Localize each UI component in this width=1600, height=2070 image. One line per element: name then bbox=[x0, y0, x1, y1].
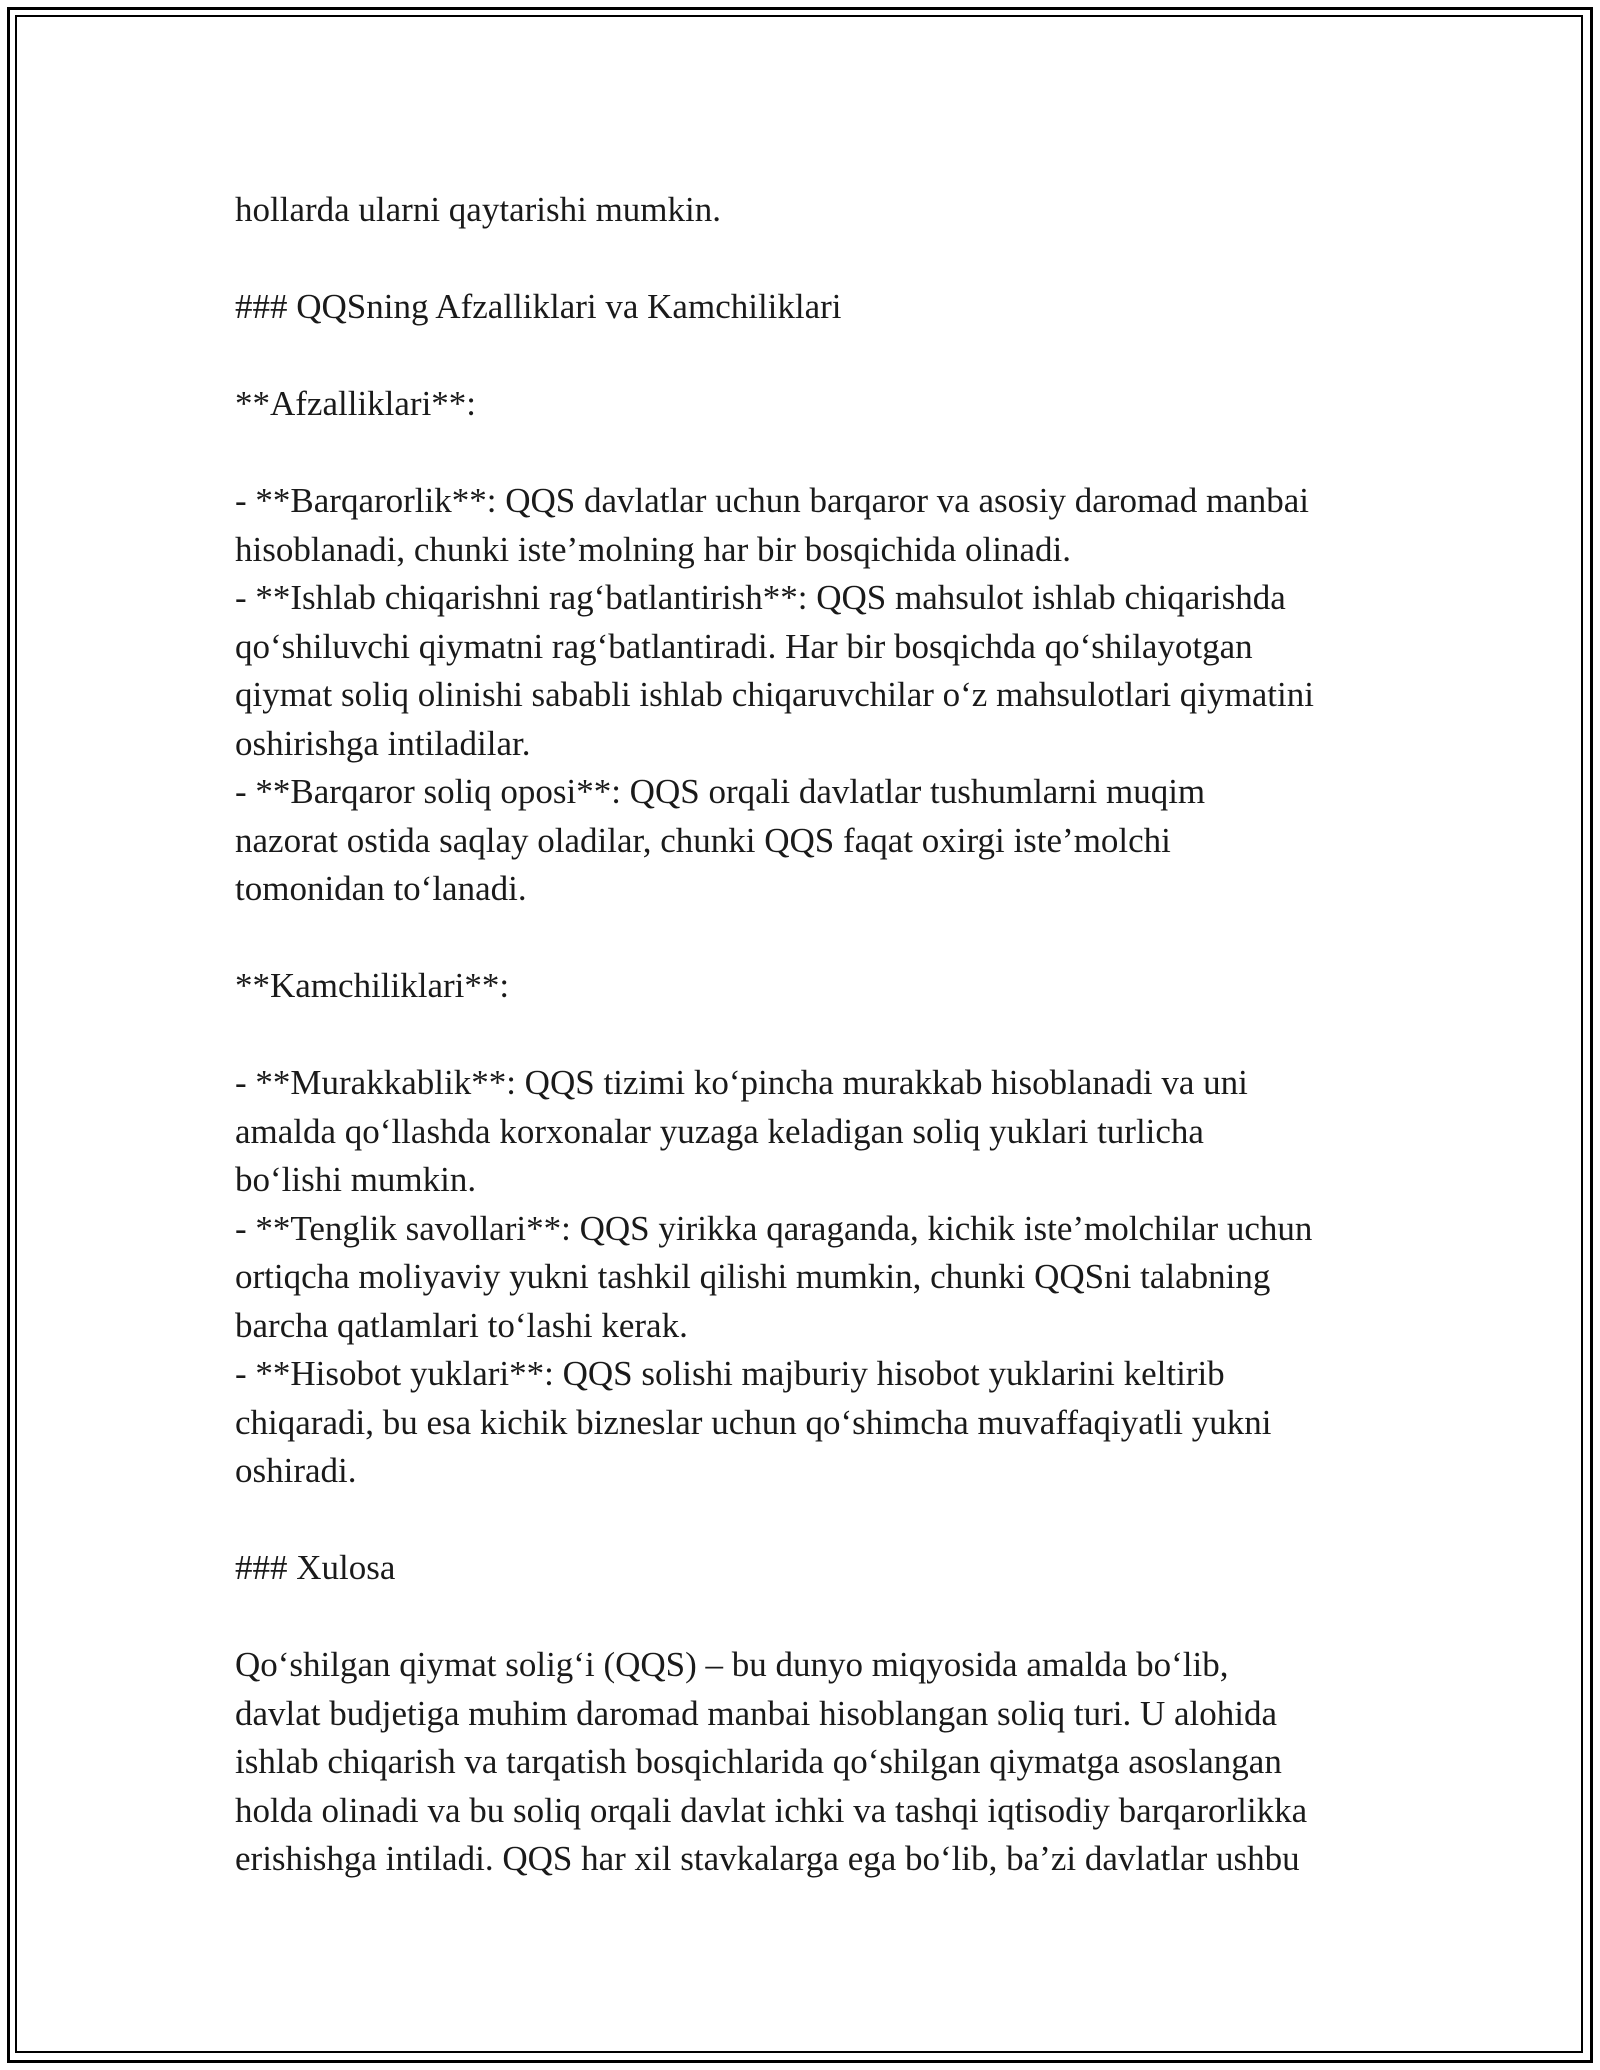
list-item-line: qo‘shiluvchi qiymatni rag‘batlantiradi. Har bir bosqichda qo‘shilayotgan bbox=[235, 626, 1253, 666]
advantages-list bbox=[235, 477, 1395, 914]
section-heading-conclusion bbox=[235, 1544, 1395, 1593]
list-item-line: - **Murakkablik**: QQS tizimi ko‘pincha murakkab hisoblanadi va uni bbox=[235, 1063, 1248, 1102]
subheading-advantages bbox=[235, 380, 1395, 429]
list-item-line: - **Barqarorlik**: QQS davlatlar uchun barqaror va asosiy daromad manbai bbox=[235, 481, 1309, 520]
text-line: erishishga intiladi. QQS har xil stavkalarga ega bo‘lib, ba’zi davlatlar ushbu bbox=[235, 1839, 1300, 1878]
text-line: ### QQSning Afzalliklari va Kamchiliklari bbox=[235, 287, 842, 326]
list-item-line: - **Tenglik savollari**: QQS yirikka qaraganda, kichik iste’molchilar uchun bbox=[235, 1208, 1313, 1248]
list-item-line: ortiqcha moliyaviy yukni tashkil qilishi mumkin, chunki QQSni talabning bbox=[235, 1257, 1271, 1296]
blank-line bbox=[235, 1011, 1395, 1060]
text-line: **Afzalliklari**: bbox=[235, 384, 477, 423]
text-line: ### Xulosa bbox=[235, 1548, 396, 1587]
conclusion-paragraph bbox=[235, 1641, 1395, 1884]
list-item-line: barcha qatlamlari to‘lashi kerak. bbox=[235, 1305, 688, 1345]
blank-line bbox=[235, 235, 1395, 284]
list-item-line: - **Hisobot yuklari**: QQS solishi majburiy hisobot yuklarini keltirib bbox=[235, 1354, 1225, 1393]
list-item-line: - **Barqaror soliq oposi**: QQS orqali davlatlar tushumlarni muqim bbox=[235, 772, 1206, 811]
blank-line bbox=[235, 1496, 1395, 1545]
text-line: Qo‘shilgan qiymat solig‘i (QQS) – bu dunyo miqyosida amalda bo‘lib, bbox=[235, 1645, 1229, 1684]
list-item-line: chiqaradi, bu esa kichik bizneslar uchun qo‘shimcha muvaffaqiyatli yukni bbox=[235, 1402, 1272, 1442]
list-item-line: qiymat soliq olinishi sababli ishlab chiqaruvchilar o‘z mahsulotlari qiymatini bbox=[235, 675, 1314, 714]
text-line: ishlab chiqarish va tarqatish bosqichlarida qo‘shilgan qiymatga asoslangan bbox=[235, 1742, 1282, 1781]
blank-line bbox=[235, 914, 1395, 963]
text-line: **Kamchiliklari**: bbox=[235, 966, 510, 1005]
list-item-line: bo‘lishi mumkin. bbox=[235, 1160, 477, 1199]
continuation-paragraph bbox=[235, 186, 1395, 235]
blank-line bbox=[235, 429, 1395, 478]
list-item-line: amalda qo‘llashda korxonalar yuzaga keladigan soliq yuklari turlicha bbox=[235, 1111, 1204, 1151]
blank-line bbox=[235, 332, 1395, 381]
text-line: davlat budjetiga muhim daromad manbai hisoblangan soliq turi. U alohida bbox=[235, 1693, 1278, 1733]
text-line: holda olinadi va bu soliq orqali davlat ichki va tashqi iqtisodiy barqarorlikka bbox=[235, 1790, 1308, 1830]
list-item-line: oshirishga intiladilar. bbox=[235, 723, 531, 763]
text-line: hollarda ularni qaytarishi mumkin. bbox=[235, 190, 722, 229]
list-item-line: tomonidan to‘lanadi. bbox=[235, 869, 527, 908]
list-item-line: hisoblanadi, chunki iste’molning har bir bosqichida olinadi. bbox=[235, 529, 1071, 569]
section-heading-advantages-disadvantages bbox=[235, 283, 1395, 332]
disadvantages-list bbox=[235, 1059, 1395, 1496]
blank-line bbox=[235, 1593, 1395, 1642]
document-body bbox=[235, 186, 1395, 1884]
subheading-disadvantages bbox=[235, 962, 1395, 1011]
list-item-line: oshiradi. bbox=[235, 1451, 357, 1490]
list-item-line: - **Ishlab chiqarishni rag‘batlantirish**: QQS mahsulot ishlab chiqarishda bbox=[235, 578, 1286, 617]
list-item-line: nazorat ostida saqlay oladilar, chunki QQS faqat oxirgi iste’molchi bbox=[235, 820, 1171, 860]
